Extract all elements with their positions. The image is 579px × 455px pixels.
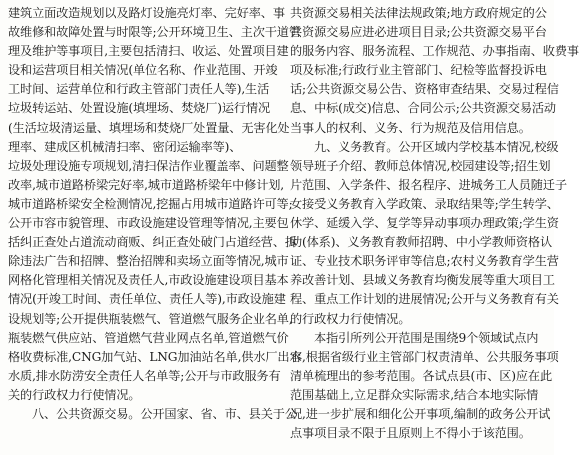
text-line: 领导班子介绍、教师总体情况,校园建设等;招生划 — [290, 158, 551, 173]
text-line: 瓶装燃气供应站、管道燃气营业网点名单,管道燃气价 — [8, 330, 289, 345]
text-line: 关的行政权力行使情况。 — [8, 387, 141, 402]
text-line: 建筑立面改造规划以及路灯设施亮灯率、完好率、事 — [8, 6, 285, 20]
paragraph-start-line: 本指引所列公开范围是围绕9个领域试点内 — [314, 330, 539, 345]
text-line: 理及维护等事项目,主要包括清扫、收运、处置项目建 — [8, 44, 289, 59]
text-line: 容,根据省级行业主管部门权责清单、公共服务事项 — [290, 349, 559, 364]
text-line: 括纠正查处占道流动商贩、纠正查处破门占道经营、拆 — [8, 235, 297, 250]
right-column — [290, 0, 579, 443]
text-line: 程、重点工作计划的进展情况;公开与义务教育有关 — [290, 292, 559, 307]
text-line: 垃圾处理设施专项规划,清扫保洁作业覆盖率、问题整 — [8, 158, 289, 173]
text-line: 网格化管理相关情况及责任人,市政设施建设项目基本 — [8, 273, 289, 288]
text-line: 共资源交易应进必进项目目录;公共资源交易平台 — [290, 25, 547, 40]
section-heading-line: 八、公共资源交易。公开国家、省、市、县关于公 — [32, 406, 297, 421]
text-line: 息、中标(成交)信息、合同公示;公共资源交易活动 — [290, 101, 556, 116]
text-line: 项及标准;行政行业主管部门、纪检等监督投诉电 — [290, 63, 547, 78]
text-line: 况,进一步扩展和细化公开事项,编制的政务公开试 — [290, 406, 551, 421]
text-line: 共资源交易相关法律法规政策;地方政府规定的公 — [290, 6, 547, 20]
text-line: 点事项目录不限于且原则上不得小于该范围。 — [290, 426, 531, 441]
text-line: 公开市容市貌管理、市政设施建设管理等情况,主要包 — [8, 216, 289, 231]
text-line: 理率、建成区机械清扫率、密闭运输率等)、 — [8, 139, 242, 154]
text-line: 城市道路桥梁安全检测情况,挖掘占用城市道路许可等; — [8, 196, 293, 211]
text-line: 水质,排水防涝安全责任人名单等;公开与市政服务有 — [8, 368, 281, 383]
text-line: 情况(开竣工时间、责任单位、责任人等),市政设施建 — [8, 292, 286, 307]
text-line: 助(体系)、义务教育教师招聘、中小学教师资格认 — [290, 235, 552, 250]
text-line: 除违法广告和招牌、整治招牌和卖场立面等情况,城市 — [8, 254, 289, 269]
text-line: 片范围、入学条件、报名程序、进城务工人员随迁子 — [290, 177, 567, 192]
text-line: 养改善计划、县域义务教育均衡发展等重大项目工 — [290, 273, 555, 288]
text-line: 格收费标准,CNG加气站、LNG加油站名单,供水厂出水 — [8, 349, 302, 364]
text-line: 范围基础上,立足群众实际需求,结合本地实际情 — [290, 387, 539, 402]
text-line: 当事人的权利、义务、行为规范及信用信息。 — [290, 120, 531, 135]
text-line: 设规划等;公开提供瓶装燃气、管道燃气服务企业名单, — [8, 311, 293, 326]
text-line: 改率,城市道路桥梁完好率,城市道路桥梁年中修计划, — [8, 177, 284, 192]
text-line: 话;公共资源交易公告、资格审查结果、交易过程信 — [290, 82, 559, 97]
left-column — [8, 0, 302, 424]
text-line: 工时间、运营单位和行政主管部门责任人等),生活 — [8, 82, 270, 97]
text-line: 休学、延缓入学、复学等异动事项办理政策;学生资 — [290, 216, 559, 231]
text-line: 证、专业技术职务评审等信息;农村义务教育学生营 — [290, 254, 559, 269]
text-line: 清单梳理出的参考范围。各试点县(市、区)应在此 — [290, 368, 552, 383]
text-line: 故维修和故障处置与时限等;公开环境卫生、主次干道管 — [8, 25, 301, 40]
text-line: 的行政权力行使情况。 — [290, 311, 411, 326]
text-line: 设和运营项目相关情况(单位名称、作业范围、开竣 — [8, 63, 278, 78]
section-heading-line: 九、义务教育。公开区域内学校基本情况,校级 — [314, 139, 559, 154]
text-line: 垃圾转运站、处置设施(填埋场、焚烧厂)运行情况 — [8, 101, 270, 116]
text-line: (生活垃圾清运量、填埋场和焚烧厂处置量、无害化处 — [8, 120, 290, 135]
text-line: 女接受义务教育入学政策、录取结果等;学生转学、 — [290, 196, 559, 211]
text-line: 的服务内容、服务流程、工作规范、办事指南、收费事 — [290, 44, 579, 59]
